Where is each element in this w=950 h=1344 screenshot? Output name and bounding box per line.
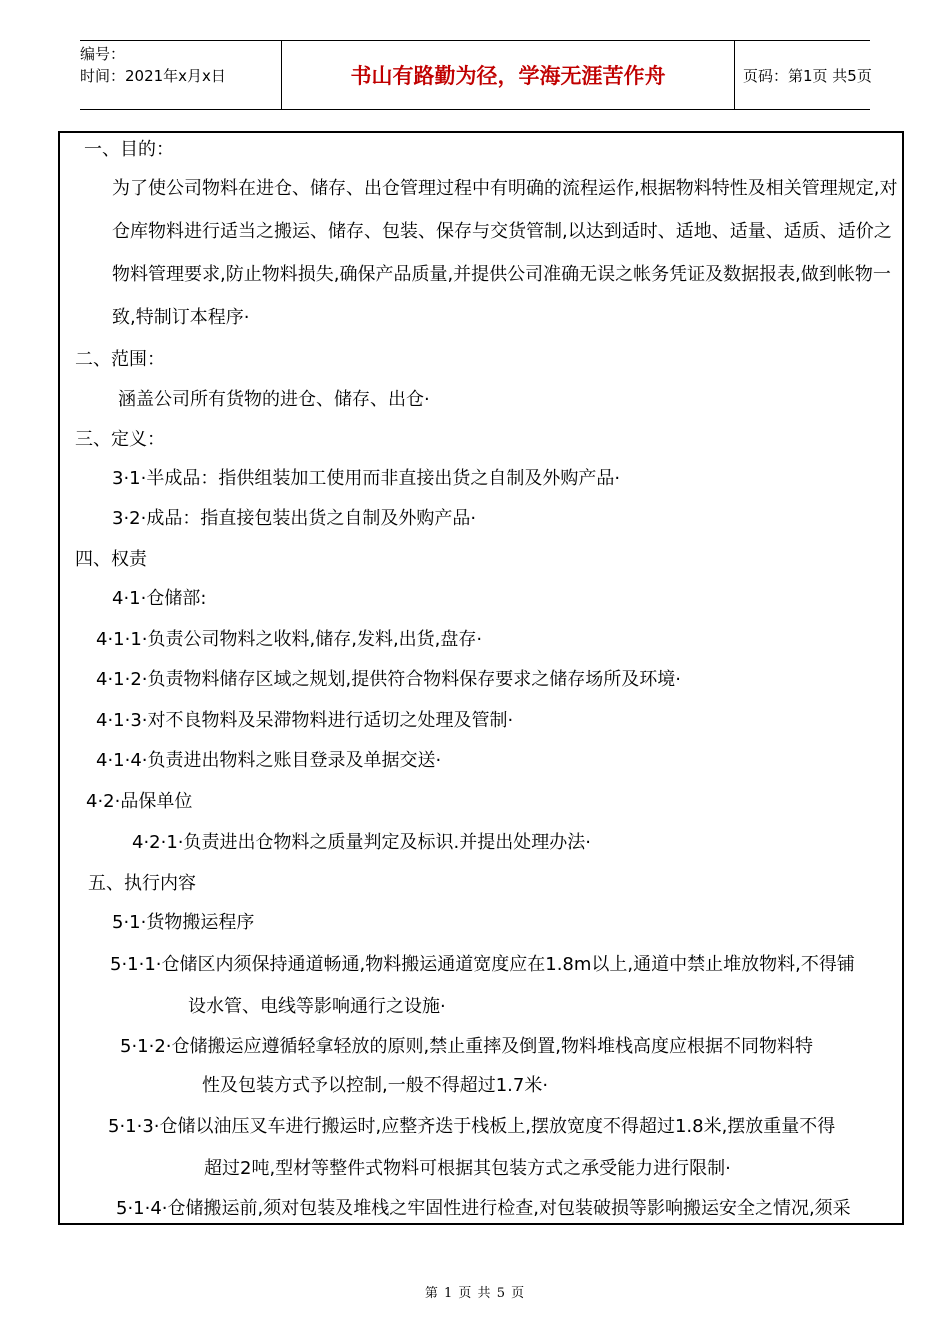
definition-3-1: 3·1·半成品：指供组装加工使用而非直接出货之自制及外购产品·	[112, 468, 621, 489]
header-table	[80, 40, 870, 110]
execution-5-1-2-line2: 性及包装方式予以控制,一般不得超过1.7米·	[202, 1075, 549, 1096]
execution-5-1-4-line1: 5·1·4·仓储搬运前,须对包装及堆栈之牢固性进行检查,对包装破损等影响搬运安全之情况,须采	[116, 1198, 851, 1219]
section-scope-title: 二、范围：	[75, 349, 165, 370]
document-date: 时间：2021年x月x日	[80, 67, 226, 85]
section-execution-title: 五、执行内容	[88, 873, 196, 894]
execution-5-1-1-line2: 设水管、电线等影响通行之设施·	[188, 996, 446, 1017]
section-definition-title: 三、定义：	[75, 429, 165, 450]
execution-5-1-1-line1: 5·1·1·仓储区内须保持通道畅通,物料搬运通道宽度应在1.8m以上,通道中禁止堆放物料,不得铺	[110, 954, 855, 975]
responsibility-4-2-1: 4·2·1·负责进出仓物料之质量判定及标识.并提出处理办法·	[132, 832, 591, 853]
header-info-cell	[80, 41, 280, 111]
section-purpose-body: 为了使公司物料在进仓、储存、出仓管理过程中有明确的流程运作,根据物料特性及相关管理规定,对仓库物料进行适当之搬运、储存、包装、保存与交货管制,以达到适时、适地、适量、适质、适价之物料管理要求,防止物料损失,确保产品质量,并提供公司准确无误之帐务凭证及数据报表,做到帐物一致,特制订本程序·	[112, 178, 898, 328]
section-purpose-title: 一、目的：	[84, 139, 174, 160]
page-footer: 第 1 页 共 5 页	[424, 1286, 526, 1301]
execution-5-1: 5·1·货物搬运程序	[112, 912, 255, 933]
responsibility-4-1-1: 4·1·1·负责公司物料之收料,储存,发料,出货,盘存·	[96, 629, 483, 650]
responsibility-4-1-3: 4·1·3·对不良物料及呆滞物料进行适切之处理及管制·	[96, 710, 514, 731]
document-number-label: 编号：	[80, 45, 126, 63]
responsibility-4-2: 4·2·品保单位	[86, 791, 193, 812]
section-responsibility-title: 四、权责	[75, 549, 147, 570]
responsibility-4-1-4: 4·1·4·负责进出物料之账目登录及单据交送·	[96, 750, 442, 771]
responsibility-4-1: 4·1·仓储部:	[112, 588, 207, 609]
header-page-info: 页码：第1页 共5页	[743, 66, 872, 85]
header-motto: 书山有路勤为径，学海无涯苦作舟	[281, 41, 735, 109]
section-scope-body: 涵盖公司所有货物的进仓、储存、出仓·	[118, 389, 430, 410]
execution-5-1-2-line1: 5·1·2·仓储搬运应遵循轻拿轻放的原则,禁止重摔及倒置,物料堆栈高度应根据不同物料特	[120, 1036, 813, 1057]
responsibility-4-1-2: 4·1·2·负责物料储存区域之规划,提供符合物料保存要求之储存场所及环境·	[96, 669, 681, 690]
execution-5-1-3-line2: 超过2吨,型材等整件式物料可根据其包装方式之承受能力进行限制·	[204, 1158, 731, 1179]
definition-3-2: 3·2·成品：指直接包装出货之自制及外购产品·	[112, 508, 477, 529]
execution-5-1-3-line1: 5·1·3·仓储以油压叉车进行搬运时,应整齐迭于栈板上,摆放宽度不得超过1.8米,摆放重量不得	[108, 1116, 836, 1137]
